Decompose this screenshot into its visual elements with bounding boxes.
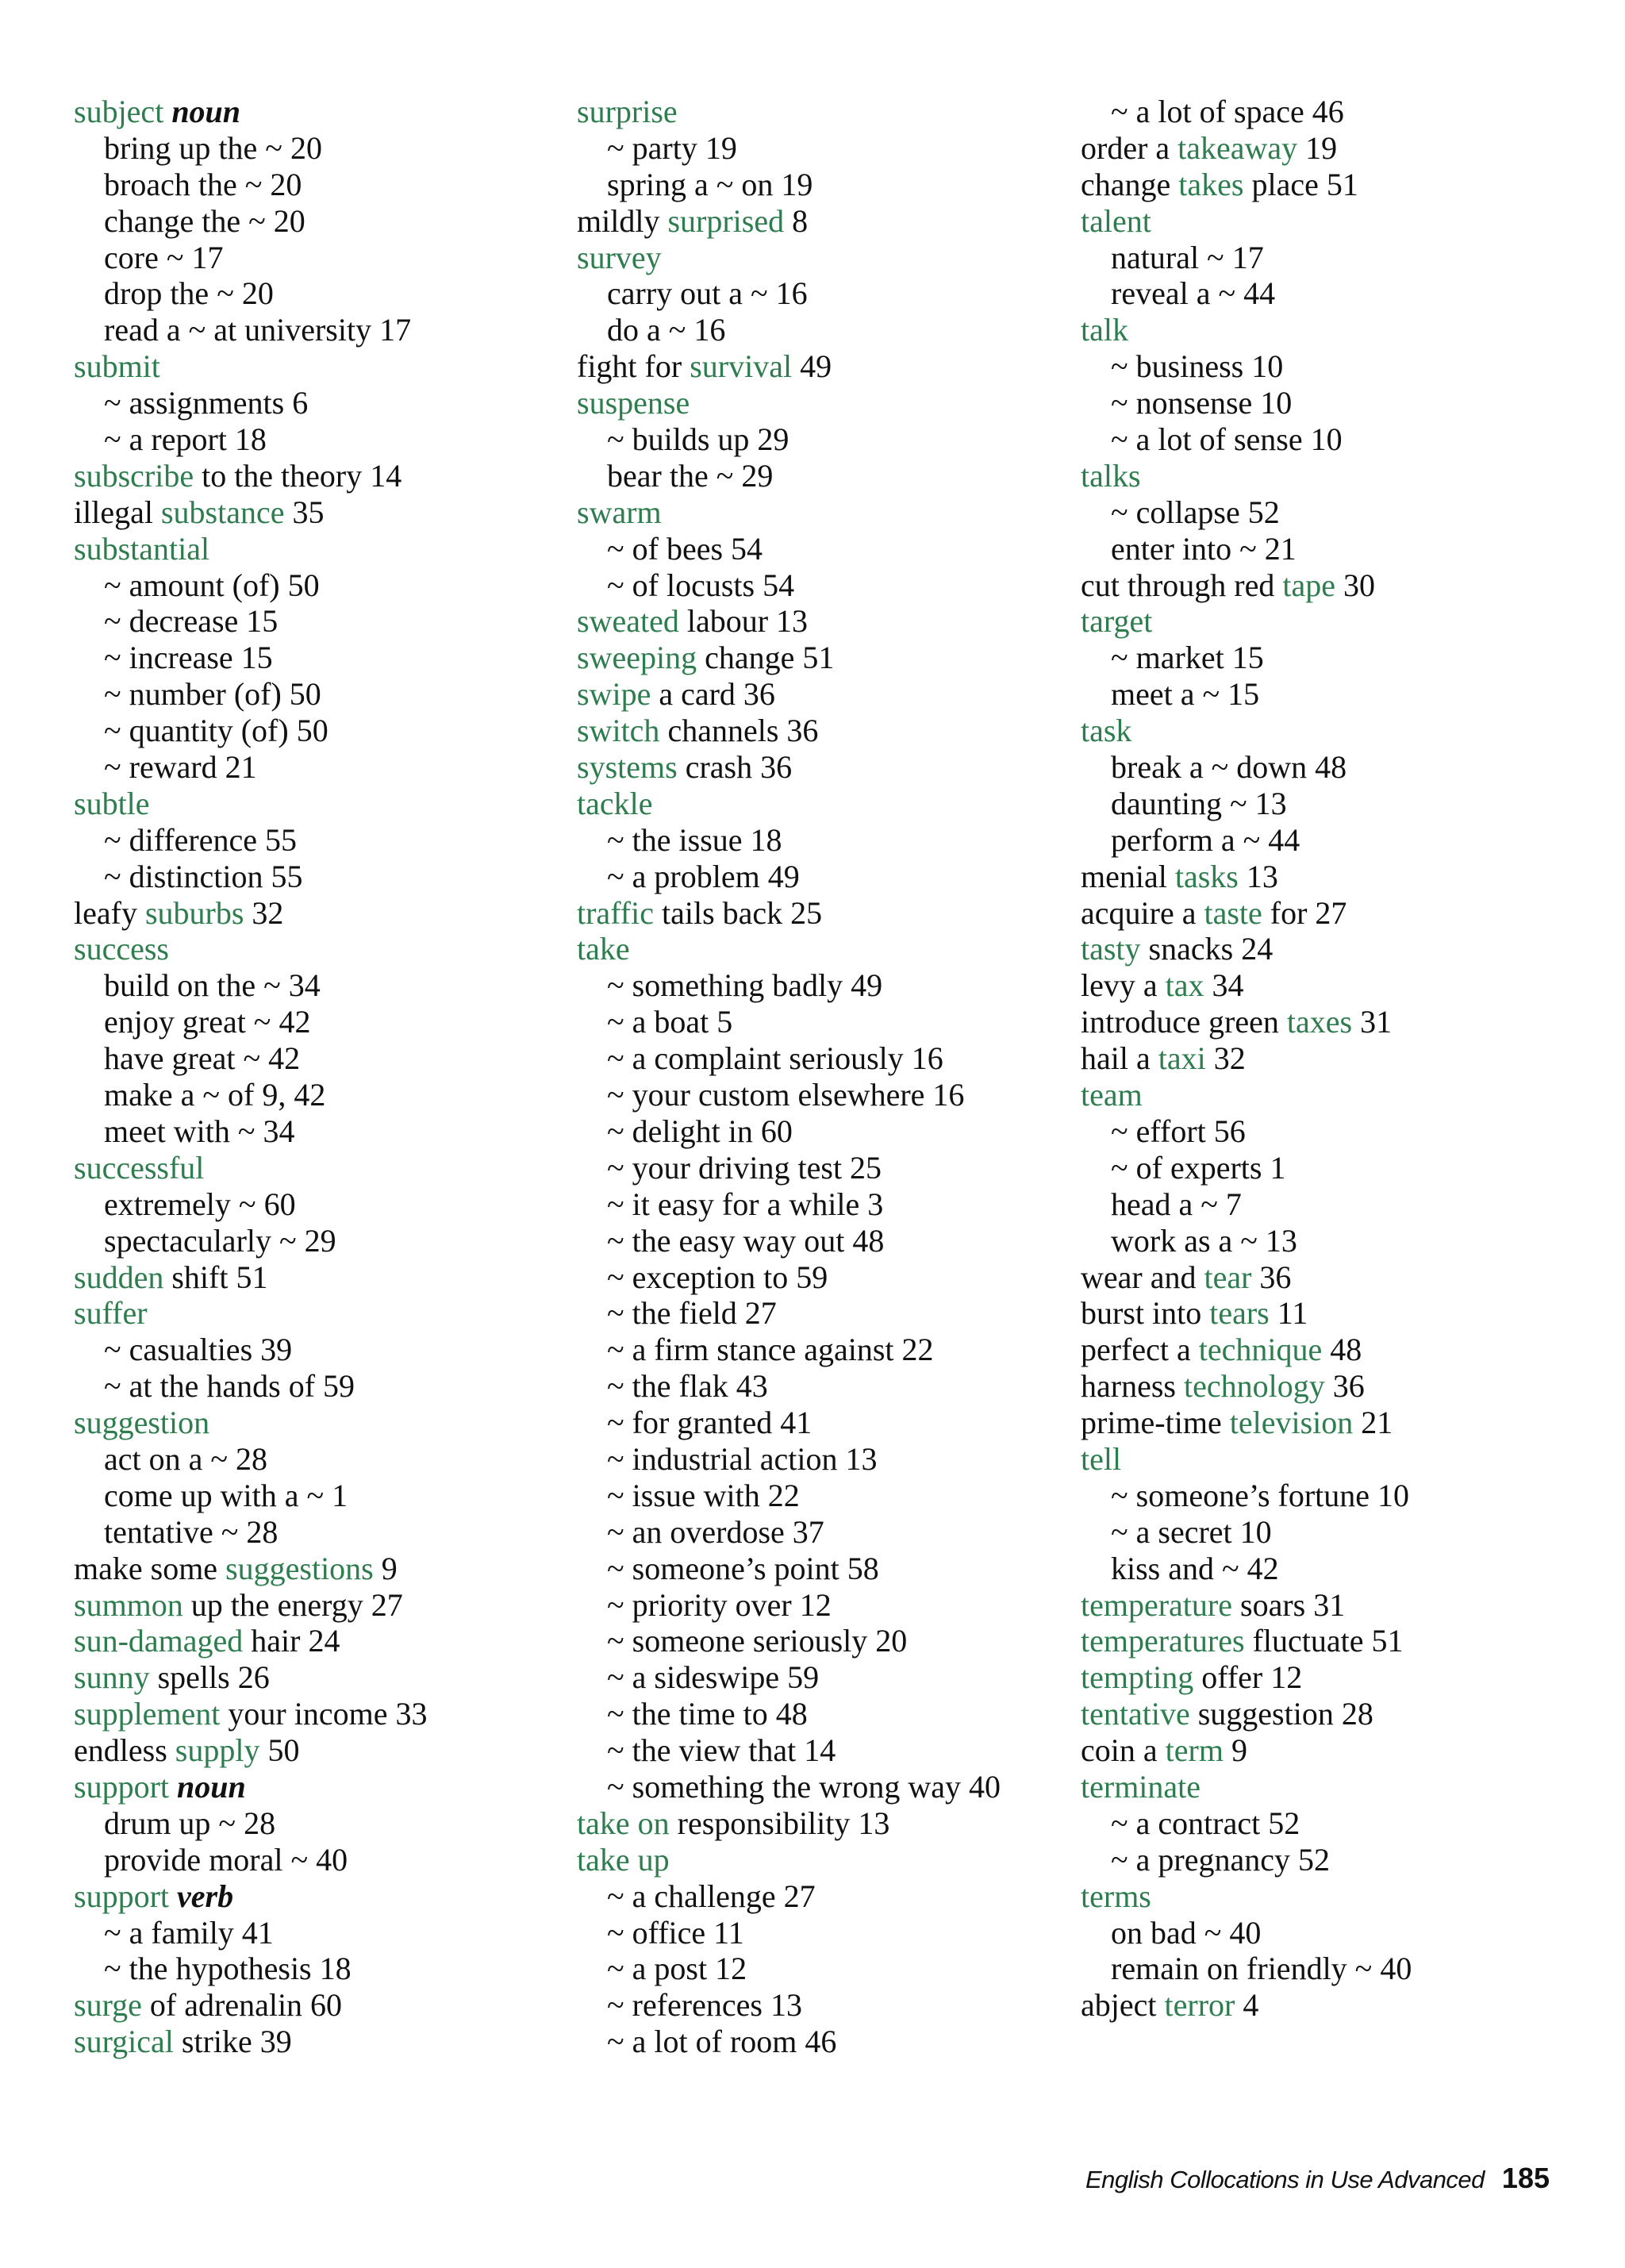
headword: swipe: [577, 676, 651, 713]
index-subentry: remain on friendly ~ 40: [1111, 1951, 1412, 1987]
index-subentry: reveal a ~ 44: [1111, 275, 1276, 312]
headword: taxes: [1286, 1004, 1353, 1040]
entry-prefix: levy a: [1081, 967, 1166, 1004]
entry-suffix: 11: [1269, 1295, 1308, 1332]
index-entry: [74, 348, 427, 385]
entry-suffix: 31: [1352, 1004, 1393, 1040]
headword: term: [1165, 1732, 1224, 1769]
index-subentry: ~ builds up 29: [607, 421, 789, 458]
index-entry: [1081, 1295, 1412, 1332]
index-entry: [1081, 967, 1412, 1004]
entry-suffix: 50: [259, 1732, 300, 1769]
entry-suffix: strike 39: [173, 2024, 292, 2060]
index-subentry: ~ increase 15: [104, 640, 273, 676]
headword: tackle: [577, 785, 653, 821]
headword: target: [1081, 603, 1153, 640]
index-subentry: ~ distinction 55: [104, 858, 303, 894]
index-subentry: ~ the flak 43: [607, 1368, 768, 1405]
index-entry: [74, 1587, 427, 1624]
index-entry: [1081, 1441, 1412, 1478]
headword: tell: [1081, 1440, 1122, 1477]
index-entry: [577, 603, 1001, 640]
headword: taxi: [1158, 1040, 1206, 1077]
index-entry: [577, 240, 1001, 276]
headword: tape: [1282, 567, 1335, 603]
headword: team: [1081, 1077, 1143, 1113]
headword: takes: [1178, 166, 1244, 202]
index-subentry: ~ your custom elsewhere 16: [607, 1077, 965, 1113]
index-entry: [577, 494, 1001, 531]
entry-prefix: burst into: [1081, 1295, 1210, 1332]
entry-suffix: to the theory 14: [194, 457, 402, 494]
entry-suffix: fluctuate 51: [1244, 1623, 1404, 1659]
index-subentry: enter into ~ 21: [1111, 530, 1297, 567]
index-entry: [1081, 859, 1412, 895]
headword: taste: [1204, 894, 1262, 931]
headword: suburbs: [144, 894, 244, 931]
index-subentry: ~ number (of) 50: [104, 676, 321, 713]
index-subentry: ~ someone seriously 20: [607, 1623, 908, 1659]
index-entry: [1081, 567, 1412, 604]
entry-suffix: your income 33: [220, 1696, 428, 1732]
index-subentry: ~ quantity (of) 50: [104, 713, 328, 749]
index-subentry: ~ a complaint seriously 16: [607, 1040, 943, 1077]
entry-suffix: for 27: [1262, 894, 1347, 931]
headword: suggestion: [74, 1405, 210, 1441]
index-subentry: change the ~ 20: [104, 202, 305, 239]
headword: support: [74, 1878, 169, 1914]
index-entry: [1081, 1004, 1412, 1040]
index-subentry: ~ something badly 49: [607, 967, 883, 1004]
index-subentry: daunting ~ 13: [1111, 785, 1287, 821]
index-entry: [577, 1805, 1001, 1842]
index-subentry: ~ of bees 54: [607, 530, 763, 567]
index-subentry: head a ~ 7: [1111, 1186, 1242, 1222]
index-subentry: ~ the time to 48: [607, 1696, 808, 1732]
index-entry: [577, 640, 1001, 676]
index-subentry: ~ party 19: [607, 129, 737, 166]
entry-prefix: illegal: [74, 494, 161, 530]
entry-prefix: menial: [1081, 858, 1175, 894]
index-entry: [1081, 167, 1412, 203]
index-subentry: come up with a ~ 1: [104, 1477, 348, 1513]
entry-suffix: labour 13: [678, 603, 809, 640]
entry-suffix: snacks 24: [1140, 931, 1273, 967]
entry-prefix: hail a: [1081, 1040, 1158, 1077]
headword: take up: [577, 1841, 670, 1878]
index-entry: [74, 94, 427, 130]
index-entry: [1081, 1077, 1412, 1113]
index-subentry: ~ priority over 12: [607, 1586, 832, 1623]
headword: talent: [1081, 202, 1151, 239]
index-entry: [577, 348, 1001, 385]
index-entry: [74, 1659, 427, 1696]
index-entry: [74, 1295, 427, 1332]
index-subentry: ~ effort 56: [1111, 1113, 1246, 1149]
index-subentry: ~ a report 18: [104, 421, 267, 458]
headword: suggestions: [225, 1550, 374, 1586]
index-subentry: build on the ~ 34: [104, 967, 321, 1004]
headword: surprised: [667, 202, 785, 239]
index-entry: [74, 1732, 427, 1769]
headword: technique: [1198, 1332, 1323, 1368]
headword: task: [1081, 713, 1132, 749]
index-entry: [1081, 1732, 1412, 1769]
index-subentry: drum up ~ 28: [104, 1805, 276, 1841]
index-subentry: ~ a problem 49: [607, 858, 800, 894]
headword: talk: [1081, 312, 1128, 348]
index-entry: [74, 1405, 427, 1441]
index-subentry: act on a ~ 28: [104, 1440, 268, 1477]
index-subentry: ~ a family 41: [104, 1914, 274, 1951]
headword: supplement: [74, 1696, 221, 1732]
part-of-speech: noun: [171, 94, 241, 129]
headword: surgical: [74, 2024, 174, 2060]
index-subentry: ~ delight in 60: [607, 1113, 793, 1149]
index-subentry: ~ a lot of room 46: [607, 2024, 837, 2060]
index-subentry: natural ~ 17: [1111, 239, 1264, 275]
headword: success: [74, 931, 169, 967]
entry-suffix: channels 36: [659, 713, 819, 749]
entry-suffix: 36: [1251, 1259, 1292, 1295]
entry-suffix: 30: [1335, 567, 1375, 603]
entry-suffix: shift 51: [163, 1259, 268, 1295]
index-subentry: ~ for granted 41: [607, 1405, 812, 1441]
headword: traffic: [577, 894, 654, 931]
headword: summon: [74, 1586, 183, 1623]
entry-suffix: offer 12: [1193, 1659, 1303, 1696]
entry-prefix: make some: [74, 1550, 226, 1586]
index-subentry: provide moral ~ 40: [104, 1841, 348, 1878]
index-subentry: tentative ~ 28: [104, 1513, 279, 1550]
index-subentry: bring up the ~ 20: [104, 129, 322, 166]
index-subentry: ~ difference 55: [104, 821, 298, 858]
index-entry: [74, 458, 427, 494]
headword: substance: [160, 494, 285, 530]
entry-suffix: suggestion 28: [1189, 1696, 1373, 1732]
index-subentry: read a ~ at university 17: [104, 312, 412, 348]
index-subentry: ~ the hypothesis 18: [104, 1951, 352, 1987]
entry-prefix: fight for: [577, 348, 690, 385]
index-entry: [577, 895, 1001, 932]
headword: tear: [1204, 1259, 1252, 1295]
index-subentry: extremely ~ 60: [104, 1186, 296, 1222]
index-subentry: drop the ~ 20: [104, 275, 274, 312]
headword: suspense: [577, 385, 690, 421]
index-subentry: ~ a firm stance against 22: [607, 1332, 934, 1368]
index-entry: [1081, 1987, 1412, 2024]
index-entry: [74, 786, 427, 822]
index-entry: [1081, 931, 1412, 967]
headword: surge: [74, 1987, 142, 2024]
headword: systems: [577, 749, 678, 786]
index-subentry: ~ a pregnancy 52: [1111, 1841, 1330, 1878]
index-entry: [1081, 1040, 1412, 1077]
headword: switch: [577, 713, 660, 749]
index-subentry: ~ a contract 52: [1111, 1805, 1300, 1841]
headword: successful: [74, 1149, 205, 1186]
index-entry: [577, 203, 1001, 240]
entry-prefix: leafy: [74, 894, 145, 931]
entry-suffix: hair 24: [243, 1623, 340, 1659]
index-subentry: on bad ~ 40: [1111, 1914, 1262, 1951]
entry-suffix: 19: [1297, 129, 1338, 166]
entry-prefix: order a: [1081, 129, 1178, 166]
index-subentry: ~ the field 27: [607, 1295, 777, 1332]
entry-suffix: place 51: [1243, 166, 1358, 202]
index-subentry: ~ reward 21: [104, 749, 257, 786]
index-subentry: ~ market 15: [1111, 640, 1264, 676]
index-subentry: make a ~ of 9, 42: [104, 1077, 326, 1113]
index-subentry: work as a ~ 13: [1111, 1222, 1297, 1259]
entry-suffix: 34: [1204, 967, 1244, 1004]
index-column-1: [74, 94, 427, 2060]
index-subentry: ~ the issue 18: [607, 821, 782, 858]
index-subentry: ~ a sideswipe 59: [607, 1659, 820, 1696]
index-subentry: ~ issue with 22: [607, 1477, 800, 1513]
headword: support: [74, 1768, 169, 1805]
index-entry: [1081, 312, 1412, 348]
entry-prefix: introduce green: [1081, 1004, 1287, 1040]
index-subentry: spring a ~ on 19: [607, 166, 813, 202]
index-subentry: ~ collapse 52: [1111, 494, 1280, 530]
index-entry: [74, 2024, 427, 2060]
index-subentry: ~ something the wrong way 40: [607, 1768, 1001, 1805]
index-entry: [577, 385, 1001, 421]
index-subentry: ~ amount (of) 50: [104, 567, 320, 603]
headword: sun-damaged: [74, 1623, 244, 1659]
index-subentry: ~ a lot of space 46: [1111, 94, 1344, 129]
headword: survival: [690, 348, 793, 385]
index-subentry: ~ of experts 1: [1111, 1149, 1286, 1186]
entry-suffix: 32: [244, 894, 284, 931]
index-subentry: ~ someone’s fortune 10: [1111, 1477, 1410, 1513]
index-subentry: ~ industrial action 13: [607, 1440, 878, 1477]
headword: tentative: [1081, 1696, 1190, 1732]
index-entry: [1081, 1368, 1412, 1405]
headword: suffer: [74, 1295, 148, 1332]
page-number: 185: [1501, 2162, 1550, 2194]
entry-prefix: endless: [74, 1732, 175, 1769]
index-subentry: ~ of locusts 54: [607, 567, 795, 603]
index-subentry: ~ references 13: [607, 1987, 802, 2024]
headword: technology: [1183, 1368, 1325, 1405]
index-subentry: ~ a challenge 27: [607, 1878, 816, 1914]
index-subentry: meet with ~ 34: [104, 1113, 295, 1149]
headword: take: [577, 931, 630, 967]
index-entry: [1081, 713, 1412, 749]
index-entry: [74, 1259, 427, 1296]
index-subentry: ~ at the hands of 59: [104, 1368, 355, 1405]
entry-prefix: cut through red: [1081, 567, 1283, 603]
part-of-speech: noun: [177, 1768, 246, 1805]
headword: survey: [577, 239, 662, 275]
index-entry: [1081, 203, 1412, 240]
index-subentry: spectacularly ~ 29: [104, 1222, 336, 1259]
entry-suffix: 21: [1353, 1405, 1393, 1441]
entry-prefix: harness: [1081, 1368, 1184, 1405]
headword: terms: [1081, 1878, 1151, 1914]
index-subentry: ~ someone’s point 58: [607, 1550, 879, 1586]
index-subentry: broach the ~ 20: [104, 166, 302, 202]
entry-prefix: wear and: [1081, 1259, 1204, 1295]
index-entry: [1081, 1405, 1412, 1441]
entry-suffix: soars 31: [1232, 1586, 1346, 1623]
entry-suffix: 49: [792, 348, 832, 385]
index-entry: [577, 1842, 1001, 1878]
headword: sunny: [74, 1659, 150, 1696]
headword: subscribe: [74, 457, 194, 494]
entry-prefix: perfect a: [1081, 1332, 1199, 1368]
entry-suffix: spells 26: [149, 1659, 270, 1696]
index-subentry: ~ a boat 5: [607, 1004, 733, 1040]
headword: television: [1229, 1405, 1354, 1441]
index-entry: [1081, 1769, 1412, 1805]
headword: take on: [577, 1805, 670, 1841]
index-subentry: carry out a ~ 16: [607, 275, 808, 312]
index-entry: [577, 931, 1001, 967]
index-subentry: ~ the view that 14: [607, 1732, 836, 1769]
index-entry: [74, 1878, 427, 1915]
index-subentry: ~ a lot of sense 10: [1111, 421, 1343, 458]
index-entry: [1081, 1696, 1412, 1732]
headword: sudden: [74, 1259, 164, 1295]
index-entry: [577, 713, 1001, 749]
index-entry: [74, 895, 427, 932]
headword: tears: [1209, 1295, 1270, 1332]
index-entry: [74, 531, 427, 567]
index-entry: [74, 1623, 427, 1659]
index-entry: [74, 1551, 427, 1587]
index-entry: [1081, 603, 1412, 640]
headword: supply: [175, 1732, 260, 1769]
index-entry: [1081, 1878, 1412, 1915]
entry-suffix: crash 36: [677, 749, 793, 786]
index-entry: [1081, 1623, 1412, 1659]
headword: tax: [1165, 967, 1204, 1004]
part-of-speech: verb: [177, 1878, 234, 1914]
index-entry: [74, 1987, 427, 2024]
index-subentry: ~ it easy for a while 3: [607, 1186, 884, 1222]
headword: substantial: [74, 530, 210, 567]
entry-suffix: 4: [1235, 1987, 1259, 2024]
entry-suffix: 35: [284, 494, 325, 530]
index-entry: [74, 931, 427, 967]
headword: temperature: [1081, 1586, 1232, 1623]
index-column-3: [1081, 94, 1412, 2024]
entry-suffix: a card 36: [651, 676, 775, 713]
headword: terminate: [1081, 1768, 1201, 1805]
index-entry: [1081, 895, 1412, 932]
index-entry: [1081, 1259, 1412, 1296]
index-subentry: perform a ~ 44: [1111, 821, 1300, 858]
index-subentry: ~ assignments 6: [104, 385, 309, 421]
headword: subject: [74, 94, 164, 129]
index-subentry: ~ a secret 10: [1111, 1513, 1272, 1550]
headword: surprise: [577, 94, 678, 129]
entry-suffix: 8: [784, 202, 809, 239]
headword: tempting: [1081, 1659, 1194, 1696]
index-entry: [74, 1769, 427, 1805]
entry-suffix: of adrenalin 60: [141, 1987, 343, 2024]
entry-prefix: coin a: [1081, 1732, 1166, 1769]
entry-prefix: acquire a: [1081, 894, 1204, 931]
entry-prefix: mildly: [577, 202, 668, 239]
index-entry: [577, 749, 1001, 786]
index-subentry: ~ exception to 59: [607, 1259, 828, 1295]
index-entry: [577, 786, 1001, 822]
index-subentry: break a ~ down 48: [1111, 749, 1347, 786]
index-subentry: ~ the easy way out 48: [607, 1222, 885, 1259]
entry-suffix: 32: [1205, 1040, 1246, 1077]
entry-suffix: tails back 25: [653, 894, 823, 931]
book-title: English Collocations in Use Advanced: [1085, 2166, 1485, 2193]
index-column-2: [577, 94, 1001, 2060]
index-entry: [74, 1696, 427, 1732]
entry-suffix: 9: [373, 1550, 398, 1586]
index-entry: [1081, 458, 1412, 494]
headword: terror: [1164, 1987, 1235, 2024]
index-entry: [1081, 1332, 1412, 1368]
index-entry: [74, 1150, 427, 1186]
headword: temperatures: [1081, 1623, 1245, 1659]
index-subentry: ~ nonsense 10: [1111, 385, 1293, 421]
index-subentry: ~ business 10: [1111, 348, 1284, 385]
index-entry: [1081, 130, 1412, 167]
headword: tasty: [1081, 931, 1141, 967]
headword: submit: [74, 348, 160, 385]
entry-suffix: 9: [1223, 1732, 1247, 1769]
headword: subtle: [74, 785, 150, 821]
page-footer: [1085, 2162, 1550, 2195]
entry-suffix: 48: [1322, 1332, 1362, 1368]
headword: sweated: [577, 603, 679, 640]
entry-prefix: prime-time: [1081, 1405, 1230, 1441]
entry-suffix: 13: [1238, 858, 1278, 894]
entry-prefix: abject: [1081, 1987, 1165, 2024]
index-subentry: core ~ 17: [104, 239, 224, 275]
index-entry: [74, 494, 427, 531]
entry-prefix: change: [1081, 166, 1179, 202]
headword: tasks: [1174, 858, 1239, 894]
headword: swarm: [577, 494, 662, 530]
entry-suffix: responsibility 13: [669, 1805, 890, 1841]
index-subentry: do a ~ 16: [607, 312, 726, 348]
index-subentry: ~ office 11: [607, 1914, 744, 1951]
index-subentry: ~ casualties 39: [104, 1332, 293, 1368]
index-subentry: ~ an overdose 37: [607, 1513, 824, 1550]
headword: takeaway: [1177, 129, 1298, 166]
index-subentry: have great ~ 42: [104, 1040, 301, 1077]
entry-suffix: 36: [1324, 1368, 1365, 1405]
index-entry: [577, 94, 1001, 130]
index-subentry: meet a ~ 15: [1111, 676, 1260, 713]
index-subentry: ~ decrease 15: [104, 603, 279, 640]
index-subentry: enjoy great ~ 42: [104, 1004, 311, 1040]
index-entry: [1081, 1659, 1412, 1696]
headword: talks: [1081, 457, 1141, 494]
index-entry: [577, 676, 1001, 713]
index-subentry: kiss and ~ 42: [1111, 1550, 1279, 1586]
index-subentry: ~ a post 12: [607, 1951, 747, 1987]
entry-suffix: up the energy 27: [182, 1586, 403, 1623]
index-subentry: bear the ~ 29: [607, 457, 774, 494]
index-subentry: ~ your driving test 25: [607, 1149, 882, 1186]
index-entry: [1081, 1587, 1412, 1624]
headword: sweeping: [577, 640, 697, 676]
entry-suffix: change 51: [697, 640, 835, 676]
